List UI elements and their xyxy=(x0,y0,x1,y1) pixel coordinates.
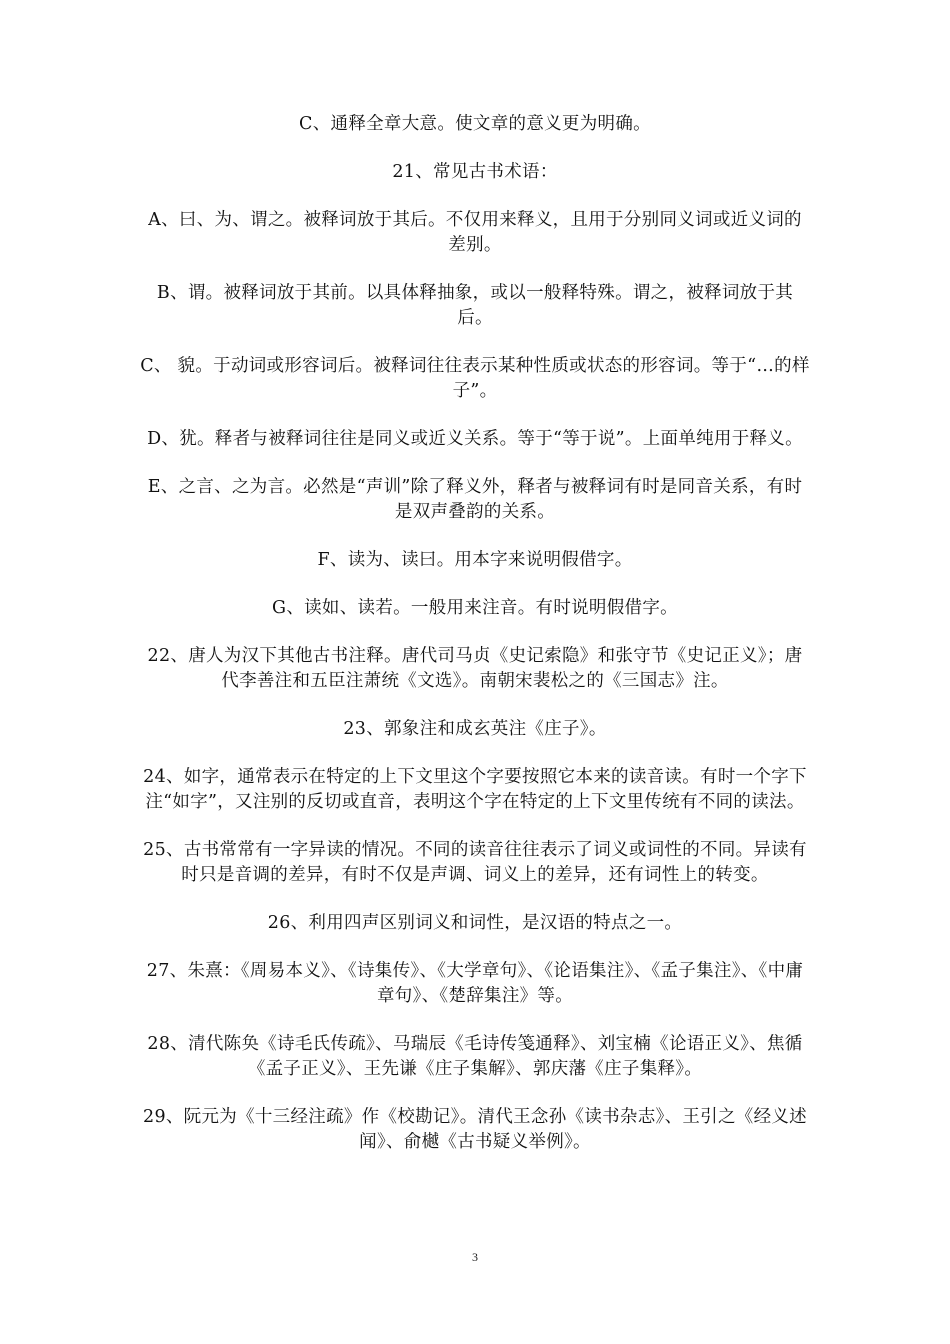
paragraph-26: 26、利用四声区别词义和词性，是汉语的特点之一。 xyxy=(267,913,683,933)
paragraph-term-a: A、曰、为、谓之。被释词放于其后。不仅用来释义，且用于分别同义词或近义词的差别。 xyxy=(148,210,802,255)
page-number: 3 xyxy=(472,1250,478,1264)
paragraph-22: 22、唐人为汉下其他古书注释。唐代司马贞《史记索隐》和张守节《史记正义》；唐代李善注和五臣注萧统《文选》。南朝宋裴松之的《三国志》注。 xyxy=(147,646,803,691)
page-body xyxy=(140,112,810,1178)
paragraph-23: 23、郭象注和成玄英注《庄子》。 xyxy=(343,719,607,739)
paragraph-term-g: G、读如、读若。一般用来注音。有时说明假借字。 xyxy=(272,598,678,618)
paragraph-25: 25、古书常常有一字异读的情况。不同的读音往往表示了词义或词性的不同。异读有时只是音调的差异，有时不仅是声调、词义上的差异，还有词性上的转变。 xyxy=(143,840,807,885)
paragraph-27: 27、朱熹：《周易本义》、《诗集传》、《大学章句》、《论语集注》、《孟子集注》、《中庸章句》、《楚辞集注》等。 xyxy=(146,961,804,1006)
paragraph-term-c: C、 貌。于动词或形容词后。被释词往往表示某种性质或状态的形容词。等于“…的样子”。 xyxy=(140,356,810,401)
paragraph-term-d: D、犹。释者与被释词往往是同义或近义关系。等于“等于说”。上面单纯用于释义。 xyxy=(147,429,803,449)
paragraph-28: 28、清代陈奂《诗毛氏传疏》、马瑞辰《毛诗传笺通释》、刘宝楠《论语正义》、焦循《孟子正义》、王先谦《庄子集解》、郭庆藩《庄子集释》。 xyxy=(147,1034,803,1079)
paragraph-term-e: E、之言、之为言。必然是“声训”除了释义外，释者与被释词有时是同音关系，有时是双声叠韵的关系。 xyxy=(147,477,803,522)
paragraph-29: 29、阮元为《十三经注疏》作《校勘记》。清代王念孙《读书杂志》、王引之《经义述闻》、俞樾《古书疑义举例》。 xyxy=(143,1107,807,1152)
paragraph-term-f: F、读为、读曰。用本字来说明假借字。 xyxy=(317,550,633,570)
paragraph-c-tongshi: C、通释全章大意。使文章的意义更为明确。 xyxy=(299,114,651,134)
paragraph-term-b: B、谓。被释词放于其前。以具体释抽象，或以一般释特殊。谓之，被释词放于其后。 xyxy=(156,283,794,328)
paragraph-24: 24、如字，通常表示在特定的上下文里这个字要按照它本来的读音读。有时一个字下注“如字”，又注别的反切或直音，表明这个字在特定的上下文里传统有不同的读法。 xyxy=(143,767,807,812)
paragraph-21: 21、常见古书术语： xyxy=(392,162,558,182)
